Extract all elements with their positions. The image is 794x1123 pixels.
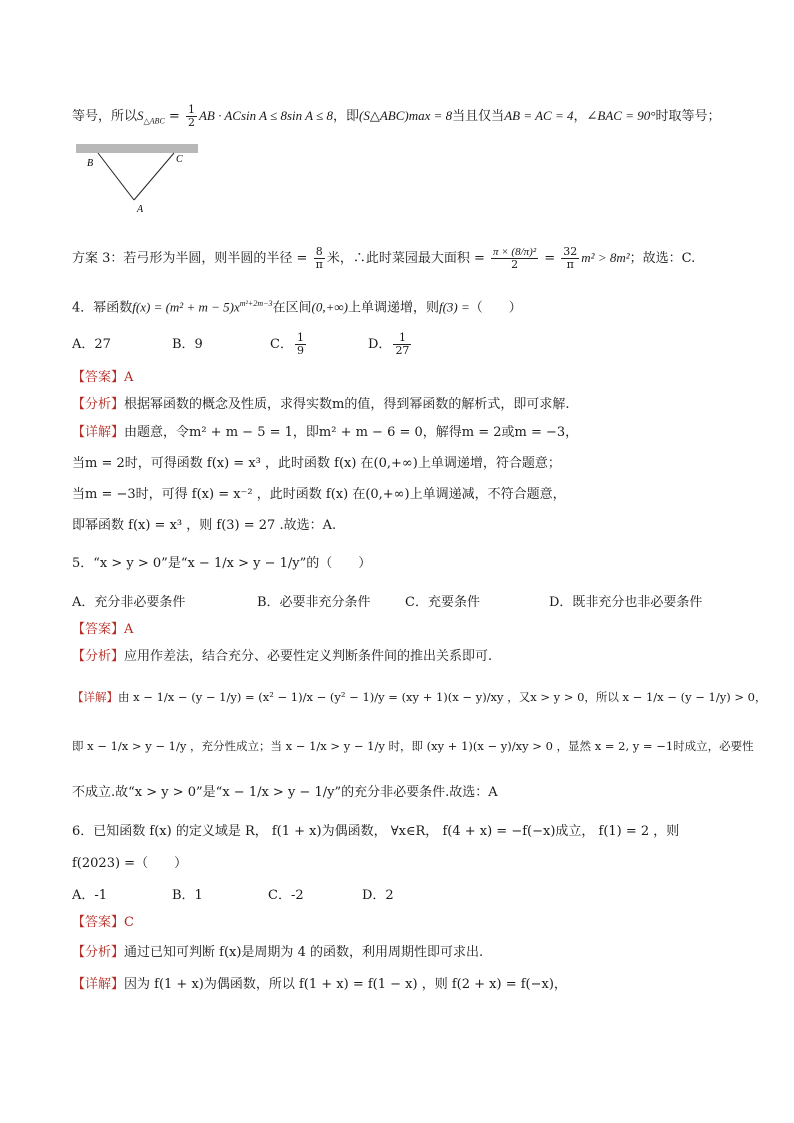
- option-c: C．充要条件: [405, 595, 480, 610]
- math-exponent: m²+2m−3: [239, 299, 273, 308]
- answer-label: 【答案】: [72, 915, 125, 930]
- fraction-numerator: 8: [314, 246, 325, 259]
- fraction-denominator: 2: [511, 258, 519, 271]
- question-text: 5．“x > y > 0”是“x − 1/x > y − 1/y”的（ ）: [72, 556, 372, 571]
- solution-line-equality: [72, 104, 734, 131]
- scheme3-line: 方案 3：若弓形为半圆，则半圆的半径 = $\frac{8}{\pi}$ 米，∴此时菜园最大面积 = $\frac{\text{π × (8/π)²}}{2}$ = $\frac{32}{\pi}$ m² > 8m²；故选：C.: [72, 245, 696, 271]
- option-d: [368, 332, 413, 357]
- text-segment: ，即: [333, 109, 360, 124]
- question-4-detail-2: [72, 455, 734, 473]
- math-expression: f(3) =: [438, 299, 470, 315]
- question-5-answer: [72, 621, 734, 639]
- question-4-detail-1: [72, 424, 734, 442]
- answer-value: C: [124, 915, 134, 930]
- question-5-detail-1: [72, 688, 767, 706]
- math-expression: ∠BAC = 90°: [586, 108, 656, 123]
- question-6-stem-1: [72, 823, 734, 841]
- question-4-stem: [72, 295, 734, 317]
- option-b: B．9: [172, 337, 203, 352]
- question-6-detail-1: [72, 976, 734, 994]
- detail-text: 即幂函数 f(x) = x³ ，则 f(3) = 27 .故选：A.: [72, 518, 337, 533]
- fraction-denominator: π: [315, 258, 323, 271]
- analysis-label: 【分析】: [72, 945, 125, 960]
- fraction: [561, 246, 579, 271]
- text-segment: 当且仅当: [452, 109, 505, 124]
- answer-value: A: [124, 622, 134, 637]
- text-segment: ，: [573, 109, 587, 124]
- question-4-analysis: [72, 396, 734, 414]
- question-text: f(2023) =（ ）: [72, 856, 188, 871]
- question-6-stem-2: [72, 855, 734, 873]
- question-5-analysis: [72, 648, 734, 666]
- option-d: D．2: [362, 888, 394, 903]
- math-expression: AB · ACsin A ≤ 8sin A ≤ 8: [198, 108, 334, 123]
- question-5-detail-3: [72, 784, 734, 802]
- text-segment: 时取等号；: [655, 109, 721, 124]
- question-4-answer: [72, 369, 734, 387]
- math-expression: AB = AC = 4: [504, 108, 574, 123]
- question-6-options: [72, 887, 734, 905]
- text-segment: ；故选：C.: [629, 251, 696, 266]
- math-symbol: =: [164, 109, 184, 124]
- side-ab: [98, 153, 134, 200]
- question-5-detail-2: [72, 737, 754, 755]
- question-4-options: [72, 332, 734, 357]
- question-4-detail-3: [72, 486, 734, 504]
- math-expression: (0,+∞): [311, 299, 348, 315]
- wall-bar: [76, 144, 198, 153]
- answer-label: 【答案】: [72, 370, 125, 385]
- fraction: [314, 246, 325, 271]
- detail-text: 当m = 2时，可得函数 f(x) = x³ ，此时函数 f(x) 在(0,+∞)上单调递增，符合题意；: [72, 456, 561, 471]
- fraction: [393, 332, 411, 357]
- detail-text: 不成立.故“x > y > 0”是“x − 1/x > y − 1/y”的充分非必要条件.故选：A: [72, 785, 498, 800]
- math-expression: (S△ABC)max = 8: [359, 108, 453, 123]
- option-c-label: C．: [270, 337, 293, 352]
- fraction-denominator: 2: [187, 116, 195, 129]
- vertex-label-a: A: [137, 204, 144, 214]
- option-d-label: D．: [368, 337, 392, 352]
- fraction: [295, 332, 306, 357]
- option-c: C．-2: [268, 888, 304, 903]
- question-text: 6．已知函数 f(x) 的定义域是 R， f(1 + x)为偶函数， ∀x∈R， f(4 + x) = −f(−x)成立， f(1) = 2 ，则: [72, 824, 680, 839]
- answer-label: 【答案】: [72, 622, 125, 637]
- fraction-numerator: 32: [563, 245, 578, 258]
- analysis-text: 通过已知可判断 f(x)是周期为 4 的函数，利用周期性即可求出.: [124, 945, 484, 960]
- detail-text: 由题意，令m² + m − 5 = 1，即m² + m − 6 = 0，解得m = 2或m = −3，: [124, 425, 579, 440]
- detail-text: 因为 f(1 + x)为偶函数，所以 f(1 + x) = f(1 − x) ，则 f(2 + x) = f(−x)，: [124, 977, 567, 992]
- detail-text: 由 x − 1/x − (y − 1/y) = (x² − 1)/x − (y² − 1)/y = (xy + 1)(x − y)/xy ，又x > y > 0，所以 x − 1/x − (y − 1/y) > 0，: [118, 690, 767, 704]
- option-b: B．必要非充分条件: [257, 595, 371, 610]
- side-ac: [134, 153, 174, 200]
- question-5-options: [72, 594, 734, 612]
- detail-label: 【详解】: [72, 425, 125, 440]
- answer-blank: （ ）: [469, 300, 522, 316]
- fraction-denominator: π: [566, 258, 574, 271]
- math-expression: f(x) = (m² + m − 5)x: [132, 299, 240, 315]
- triangle-figure: [76, 144, 200, 214]
- question-5-stem: [72, 555, 734, 573]
- answer-value: A: [124, 370, 134, 385]
- question-number: 4．幂函数: [72, 300, 133, 316]
- question-6-answer: [72, 914, 734, 932]
- detail-label: 【详解】: [72, 690, 118, 704]
- detail-text: 当m = −3时，可得 f(x) = x⁻² ，此时函数 f(x) 在(0,+∞)上单调递减，不符合题意，: [72, 487, 566, 502]
- text-segment: 米，∴此时菜园最大面积: [326, 251, 470, 266]
- option-d: D．既非充分也非必要条件: [549, 595, 703, 610]
- triangle-diagram: [76, 144, 200, 214]
- analysis-text: 应用作差法，结合充分、必要性定义判断条件间的推出关系即可.: [124, 649, 493, 664]
- text-segment: 方案 3：若弓形为半圆，则半圆的半径: [72, 251, 293, 266]
- fraction-numerator: 1: [187, 103, 195, 116]
- math-expression: m² > 8m²: [581, 250, 630, 265]
- fraction: [186, 104, 197, 129]
- fraction-denominator: 9: [296, 344, 304, 357]
- analysis-label: 【分析】: [72, 397, 125, 412]
- fraction-numerator: π × (8/π)²: [493, 246, 537, 258]
- vertex-label-c: C: [176, 154, 183, 165]
- text-segment: 等号，所以: [72, 109, 138, 124]
- math-symbol: S: [137, 108, 144, 123]
- analysis-label: 【分析】: [72, 649, 125, 664]
- option-a: A．27: [72, 337, 111, 352]
- fraction-numerator: 1: [296, 331, 304, 344]
- option-a: A．充分非必要条件: [72, 595, 186, 610]
- fraction-numerator: 1: [393, 332, 411, 345]
- text-segment: 在区间: [272, 300, 312, 316]
- analysis-text: 根据幂函数的概念及性质，求得实数m的值，得到幂函数的解析式，即可求解.: [124, 397, 570, 412]
- question-6-analysis: [72, 944, 734, 962]
- math-subscript: △ABC: [143, 116, 165, 126]
- option-c: [270, 332, 368, 357]
- question-4-detail-4: [72, 517, 734, 535]
- option-b: B．1: [172, 888, 203, 903]
- detail-text: 即 x − 1/x > y − 1/y ，充分性成立；当 x − 1/x > y − 1/y 时，即 (xy + 1)(x − y)/xy > 0 ，显然 x = 2, y = −1时成立，必要性: [72, 739, 754, 753]
- fraction-denominator: 27: [395, 344, 410, 357]
- text-segment: 上单调递增，则: [347, 300, 439, 316]
- option-a: A．-1: [72, 888, 108, 903]
- detail-label: 【详解】: [72, 977, 125, 992]
- vertex-label-b: B: [87, 158, 94, 169]
- fraction: [491, 246, 538, 271]
